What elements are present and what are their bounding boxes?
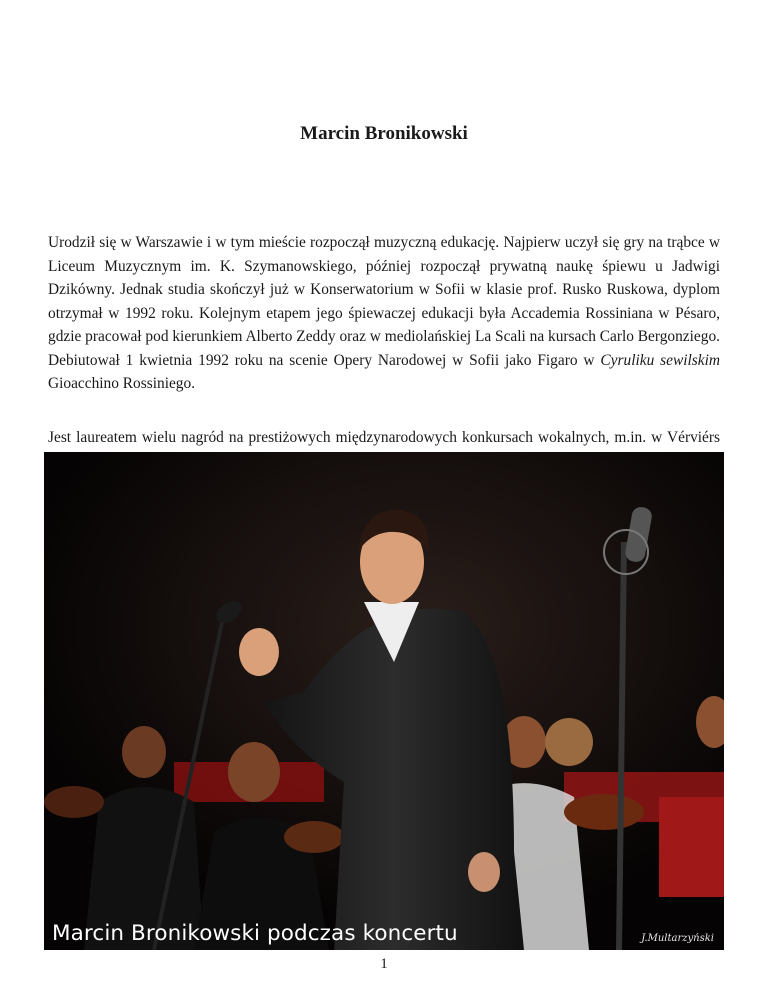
photo-credit: J.Multarzyński — [641, 933, 714, 944]
paragraph-text: Urodził się w Warszawie i w tym mieście rozpoczął muzyczną edukację. Najpierw uczył się gry na trąbce w Liceum Muzycznym im. K. Szymanowskiego, później rozpoczął prywatną naukę śpiewu u Jadwigi Dzikówny. Jednak studia skończył już w Konserwatorium w Sofii w klasie prof. Rusko Ruskowa, dyplom otrzymał w 1992 roku. Kolejnym etapem jego śpiewaczej edukacji była Accademia Rossiniana w Pésaro, gdzie pracował pod kierunkiem Alberto Zeddy oraz w mediolańskiej La Scali na kursach Carlo Bergonziego. Debiutował 1 kwietnia 1992 roku na scenie Opery Narodowej w Sofii jako Figaro w — [48, 234, 720, 369]
page-title: Marcin Bronikowski — [300, 123, 468, 144]
opera-title-italic: Cyruliku sewilskim — [600, 351, 720, 369]
paragraph-text-end: Gioacchino Rossiniego. — [48, 375, 196, 392]
photo-caption: Marcin Bronikowski podczas koncertu — [52, 921, 458, 946]
biography-paragraph-2: Jest laureatem wielu nagród na prestiżowych międzynarodowych konkursach wokalnych, m.in. w Vérviérs — [48, 429, 720, 446]
concert-photo-illustration — [44, 452, 724, 950]
biography-paragraph-1 — [48, 231, 720, 396]
concert-photo — [44, 452, 724, 950]
page-number: 1 — [380, 956, 388, 972]
